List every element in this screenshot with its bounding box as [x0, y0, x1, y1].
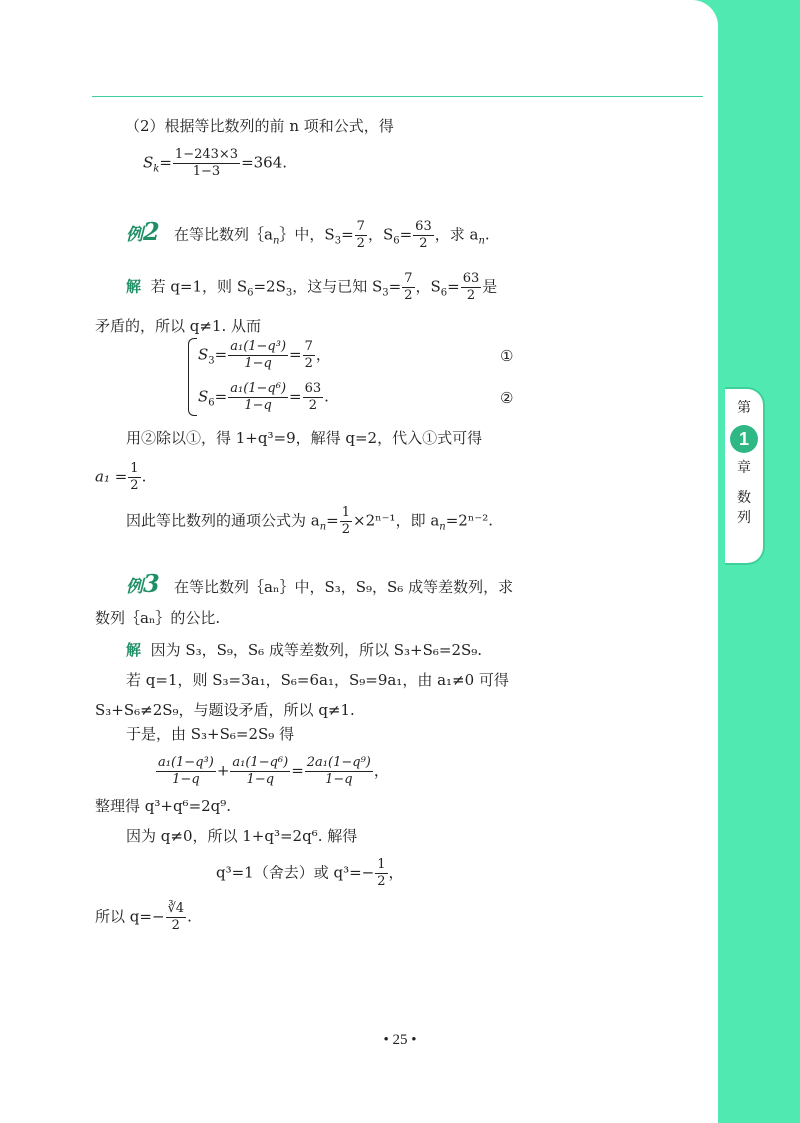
example3-question-line2: 数列｛aₙ｝的公比.: [95, 609, 221, 627]
ex3-solution-line5: 整理得 q³+q⁶=2q⁹.: [95, 797, 232, 815]
ex2-s5-end: =2ⁿ⁻².: [445, 511, 494, 530]
example3-question-line1: [126, 569, 514, 598]
part2-s-sub: k: [153, 163, 160, 175]
sys2-den: 1−q: [244, 398, 272, 413]
chapter-title-char-2: 列: [737, 510, 751, 526]
ex2-s4-pre: a₁ =: [95, 467, 128, 486]
example3-number: 3: [143, 569, 160, 598]
ex2-q-s3: =: [341, 225, 354, 244]
sys1-rnum: 7: [304, 339, 313, 354]
ex3-solution-line1: [126, 640, 482, 660]
ex3-solution-label: 解: [126, 641, 142, 659]
ex2-frac1: [355, 220, 367, 251]
ex2-frac1-den: 2: [356, 236, 365, 251]
ex2-s1-b: =2S: [253, 277, 286, 296]
ex2-frac2-den: 2: [419, 236, 428, 251]
ex3-frac3-num: 2a₁(1−q⁹): [306, 755, 371, 770]
ex2-q-pre: 在等比数列｛a: [174, 225, 273, 244]
ex2-s1-c: ，这与已知 S: [292, 277, 383, 296]
ex2-s1-frac2: [461, 272, 482, 303]
ex3-s7-frac: [375, 858, 387, 889]
part2-result: =364.: [241, 153, 288, 172]
example2-number: 2: [143, 216, 160, 246]
part2-intro: （2）根据等比数列的前 n 项和公式，得: [125, 117, 394, 135]
sys2-num: a₁(1−q⁶): [230, 381, 287, 396]
ex2-solution-line1: 解 若 q=1，则 $S_6=2S_3$，这与已知 $S_3=$ $\frac{7}{2}$ ，$S_6=$ $\frac{63}{2}$ 是: [126, 271, 498, 303]
ex3-q1: 在等比数列｛aₙ｝中，S₃，S₉，S₆ 成等差数列，求: [174, 578, 514, 596]
ex2-s5-num: 1: [341, 505, 351, 520]
solution-label: 解: [126, 277, 142, 296]
page-number: • 25 •: [383, 1032, 417, 1048]
ex2-s1-g: 是: [482, 277, 498, 296]
ex3-frac3-den: 1−q: [325, 772, 353, 787]
chapter-tab: [725, 387, 765, 565]
ex3-s7-num: 1: [377, 857, 386, 872]
example2-label: [126, 216, 160, 246]
ex3-solution-line7: q³=1（舍去）或 q³=− $\frac{1}{2}$ ，: [216, 857, 404, 889]
ex2-q-s6: ，S: [367, 225, 394, 244]
ex3-s7-den: 2: [377, 874, 386, 889]
ex3-solution-line3: S₃+S₆≠2S₉，与题设矛盾，所以 q≠1.: [95, 701, 355, 719]
ex2-solution-line4: a₁ = $\frac{1}{2}$ .: [95, 461, 147, 493]
ex3-solution-line8: 所以 q=− $\frac{∛4}{2}$ .: [95, 901, 192, 933]
sys1-rfrac: [303, 340, 315, 371]
ex3-frac1: [156, 756, 216, 787]
ex2-frac1-num: 7: [356, 219, 365, 234]
header-rule: [92, 96, 703, 97]
ex2-s5-post: ×2ⁿ⁻¹，即 a: [353, 511, 440, 530]
chapter-suffix: 章: [737, 460, 751, 476]
ex2-s5-den: 2: [341, 522, 351, 537]
ex2-s5-frac: [340, 506, 352, 537]
chapter-prefix: 第: [737, 400, 751, 416]
example3-label: [126, 569, 160, 598]
ex2-s1-frac2-den: 2: [466, 288, 476, 303]
sys2-s: S: [198, 387, 209, 406]
ex2-frac2: [413, 220, 434, 251]
part2-equation: $S_k=$ $\frac{1-243\times 3}{1-3}$ =364.: [143, 147, 288, 179]
ex3-frac1-den: 1−q: [172, 772, 200, 787]
example2-label-text: 例: [126, 224, 143, 245]
sys2-frac: [228, 382, 288, 413]
sys2-rnum: 63: [304, 381, 322, 396]
ex2-s1-f: =: [447, 277, 460, 296]
ex3-solution-line4: 于是，由 S₃+S₆=2S₉ 得: [126, 725, 295, 743]
ex3-s8-pre: 所以 q=−: [95, 907, 165, 926]
ex2-s1-frac2-num: 63: [462, 271, 480, 286]
ex2-s1-e: ，S: [415, 277, 441, 296]
ex2-s1-d: =: [388, 277, 402, 296]
ex2-q-end: ，求 a: [434, 225, 479, 244]
ex2-frac2-num: 63: [415, 219, 432, 234]
ex2-s1-frac1-den: 2: [404, 288, 413, 303]
ex2-s1-a: 若 q=1，则 S: [150, 277, 248, 296]
ex2-solution-line2: 矛盾的，所以 q≠1. 从而: [95, 317, 262, 335]
ex3-solution-line2: 若 q=1，则 S₃=3a₁，S₆=6a₁，S₉=9a₁，由 a₁≠0 可得: [126, 671, 509, 689]
part2-frac-num: 1−243×3: [174, 147, 239, 162]
part2-fraction: [173, 148, 240, 179]
ex3-s8-num: ∛4: [167, 901, 185, 916]
ex3-frac2: [230, 756, 290, 787]
ex3-s8-den: 2: [171, 918, 180, 933]
system-eq1: $S_3=$ $\frac{\text{a₁(1−q³)}}{1-q}$ = $\frac{7}{2}$ ，: [198, 339, 331, 371]
sys1-num: a₁(1−q³): [230, 339, 287, 354]
ex2-s4-num: 1: [130, 461, 139, 476]
ex3-frac1-num: a₁(1−q³): [158, 755, 214, 770]
ex3-solution-line6: 因为 q≠0，所以 1+q³=2q⁶. 解得: [126, 827, 358, 845]
sys1-rden: 2: [304, 356, 313, 371]
sys2-rden: 2: [308, 398, 318, 413]
chapter-number-badge: 1: [730, 425, 758, 453]
system-eq2: $S_6=$ $\frac{\text{a₁(1−q⁶)}}{1-q}$ = $\frac{63}{2}$ .: [198, 381, 329, 413]
system-brace: [188, 338, 197, 416]
ex2-solution-line5: 因此等比数列的通项公式为 $a_n=$ $\frac{1}{2}$ ×2ⁿ⁻¹，即 $a_n=2^{n-2}$.: [126, 505, 494, 537]
sys2-rfrac: [303, 382, 324, 413]
ex3-equation: $\frac{\text{a₁(1−q³)}}{1-q}$ + $\frac{\text{a₁(1−q⁶)}}{1-q}$ = $\frac{\text{2a₁(1−q⁹)}}{1-q}$ ，: [158, 755, 389, 787]
part2-frac-den: 1−3: [192, 164, 221, 179]
chapter-title-char-1: 数: [737, 490, 751, 506]
ex3-frac2-den: 1−q: [246, 772, 275, 787]
ex3-frac2-num: a₁(1−q⁶): [232, 755, 289, 770]
system-tag1: ①: [500, 347, 514, 365]
ex2-solution-line3: 用②除以①，得 1+q³=9，解得 q=2，代入①式可得: [126, 429, 483, 447]
ex2-s1-frac1: [402, 272, 414, 303]
ex2-s4-frac: [128, 462, 140, 493]
sys1-s: S: [198, 345, 209, 364]
ex3-frac3: [305, 756, 373, 787]
ex2-s5-pre: 因此等比数列的通项公式为 a: [126, 511, 320, 530]
part2-s: S: [143, 153, 154, 172]
ex3-s7-pre: q³=1（舍去）或 q³=−: [216, 863, 375, 882]
ex2-q-end2: .: [484, 225, 490, 244]
sys1-den: 1−q: [244, 356, 272, 371]
ex3-s8-frac: [166, 902, 187, 933]
ex2-s1-frac1-num: 7: [404, 271, 413, 286]
ex2-q-mid: ｝中，S: [279, 225, 335, 244]
ex3-s1: 因为 S₃，S₉，S₆ 成等差数列，所以 S₃+S₆=2S₉.: [150, 641, 483, 659]
system-tag2: ②: [500, 389, 514, 407]
sys1-frac: [228, 340, 288, 371]
ex2-s5-mid: =: [326, 511, 339, 530]
example3-label-text: 例: [126, 577, 143, 597]
example2-question: 例2 在等比数列$\{a_n\}$中，$S_3=$ $\frac{7}{2}$ ，$S_6=$ $\frac{63}{2}$ ，求 $a_n$.: [126, 216, 490, 251]
ex2-s4-den: 2: [130, 478, 139, 493]
